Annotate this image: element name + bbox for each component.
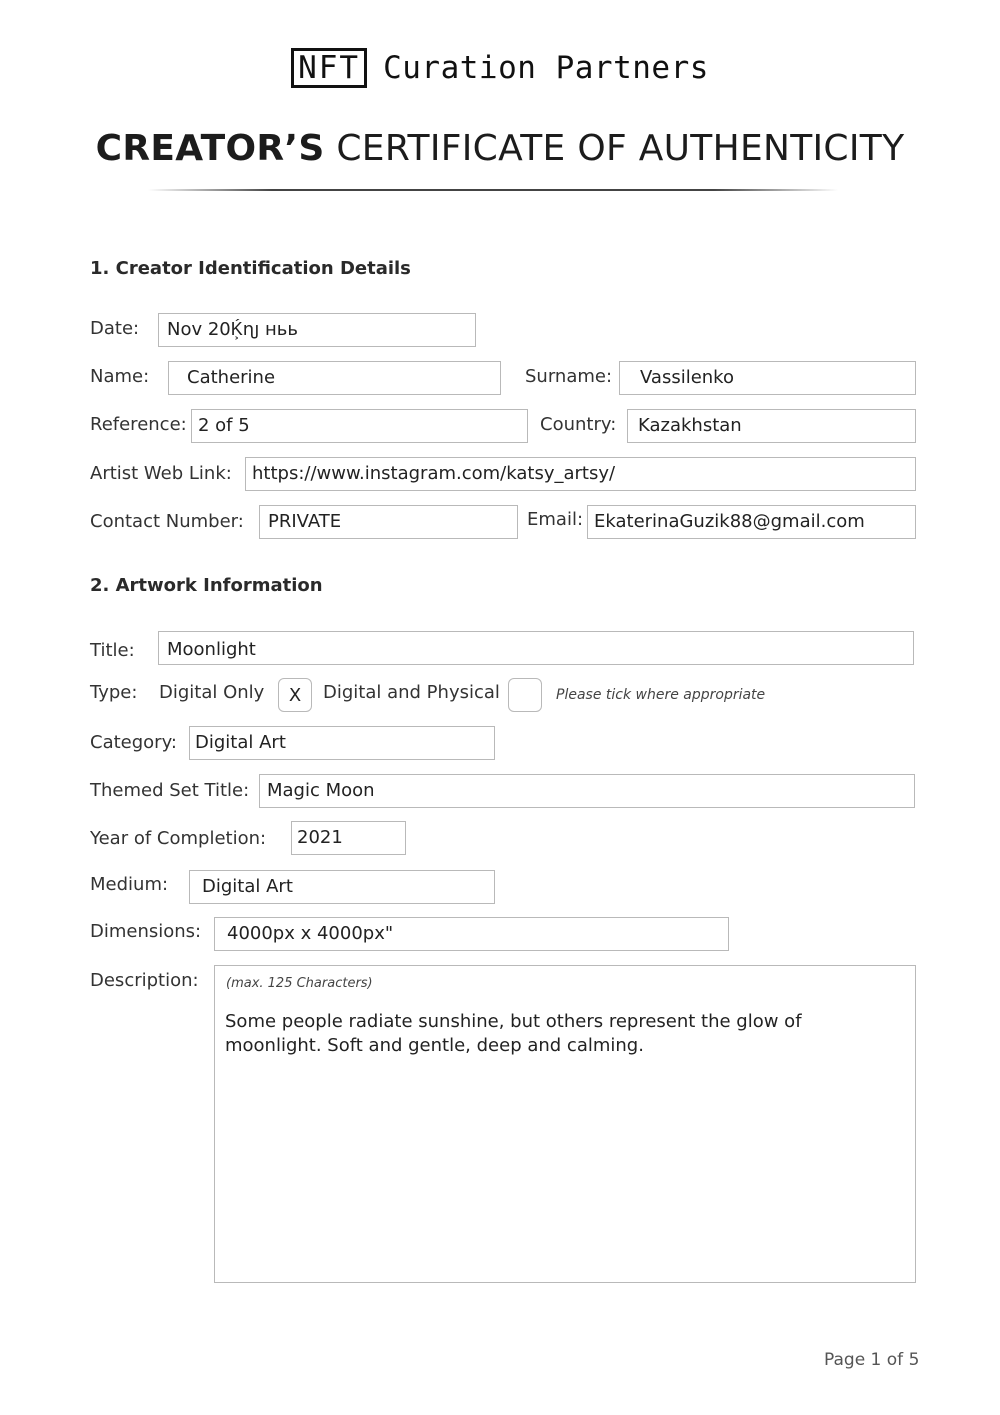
dimensions-label: Dimensions:: [90, 921, 202, 942]
date-field[interactable]: Nov 20Ḱ͕ɳȷ ньь: [158, 313, 476, 347]
title-divider: [148, 189, 838, 191]
certificate-title: [0, 128, 1000, 169]
certificate-title-rest: CERTIFICATE OF AUTHENTICITY: [336, 128, 905, 169]
date-label: Date:: [90, 318, 140, 339]
type-digital-physical-checkbox[interactable]: [508, 678, 542, 712]
brand-header: [0, 46, 1000, 90]
type-label: Type:: [90, 682, 138, 703]
contact-number-label: Contact Number:: [90, 511, 244, 532]
description-text: Some people radiate sunshine, but others represent the glow of moonlight. Soft and gentle, deep and calming.: [225, 1011, 802, 1056]
medium-field[interactable]: Digital Art: [189, 870, 495, 904]
reference-field[interactable]: 2 of 5: [191, 409, 528, 443]
dimensions-field[interactable]: 4000px x 4000px": [214, 917, 729, 951]
surname-label: Surname:: [525, 366, 613, 387]
surname-field[interactable]: Vassilenko: [619, 361, 916, 395]
category-label: Category:: [90, 732, 177, 753]
themed-set-label: Themed Set Title:: [90, 780, 250, 801]
email-label: Email:: [527, 509, 584, 530]
type-digital-only-checkbox[interactable]: X: [278, 678, 312, 712]
type-digital-only-label: Digital Only: [159, 682, 265, 703]
year-label: Year of Completion:: [90, 828, 267, 849]
name-label: Name:: [90, 366, 150, 387]
reference-label: Reference:: [90, 414, 187, 435]
themed-set-field[interactable]: Magic Moon: [259, 774, 915, 808]
description-label: Description:: [90, 970, 199, 991]
title-field[interactable]: Moonlight: [158, 631, 914, 665]
brand-name: Curation Partners: [383, 50, 709, 86]
email-field[interactable]: EkaterinaGuzik88@gmail.com: [587, 505, 916, 539]
country-label: Country:: [540, 414, 617, 435]
section-artwork-heading: 2. Artwork Information: [90, 575, 323, 596]
year-field[interactable]: 2021: [291, 821, 406, 855]
name-field[interactable]: Catherine: [168, 361, 501, 395]
type-digital-physical-label: Digital and Physical: [323, 682, 500, 703]
certificate-title-bold: CREATOR’S: [95, 128, 325, 169]
nft-logo: NFT: [291, 48, 367, 88]
contact-number-field[interactable]: PRIVATE: [259, 505, 518, 539]
web-link-field[interactable]: https://www.instagram.com/katsy_artsy/: [245, 457, 916, 491]
web-link-label: Artist Web Link:: [90, 463, 232, 484]
country-field[interactable]: Kazakhstan: [627, 409, 916, 443]
medium-label: Medium:: [90, 874, 169, 895]
description-hint: (max. 125 Characters): [226, 976, 373, 991]
section-creator-heading: 1. Creator Identification Details: [90, 258, 411, 279]
type-hint: Please tick where appropriate: [556, 687, 766, 703]
category-field[interactable]: Digital Art: [189, 726, 495, 760]
title-label: Title:: [90, 640, 135, 661]
page-number: Page 1 of 5: [824, 1350, 920, 1370]
